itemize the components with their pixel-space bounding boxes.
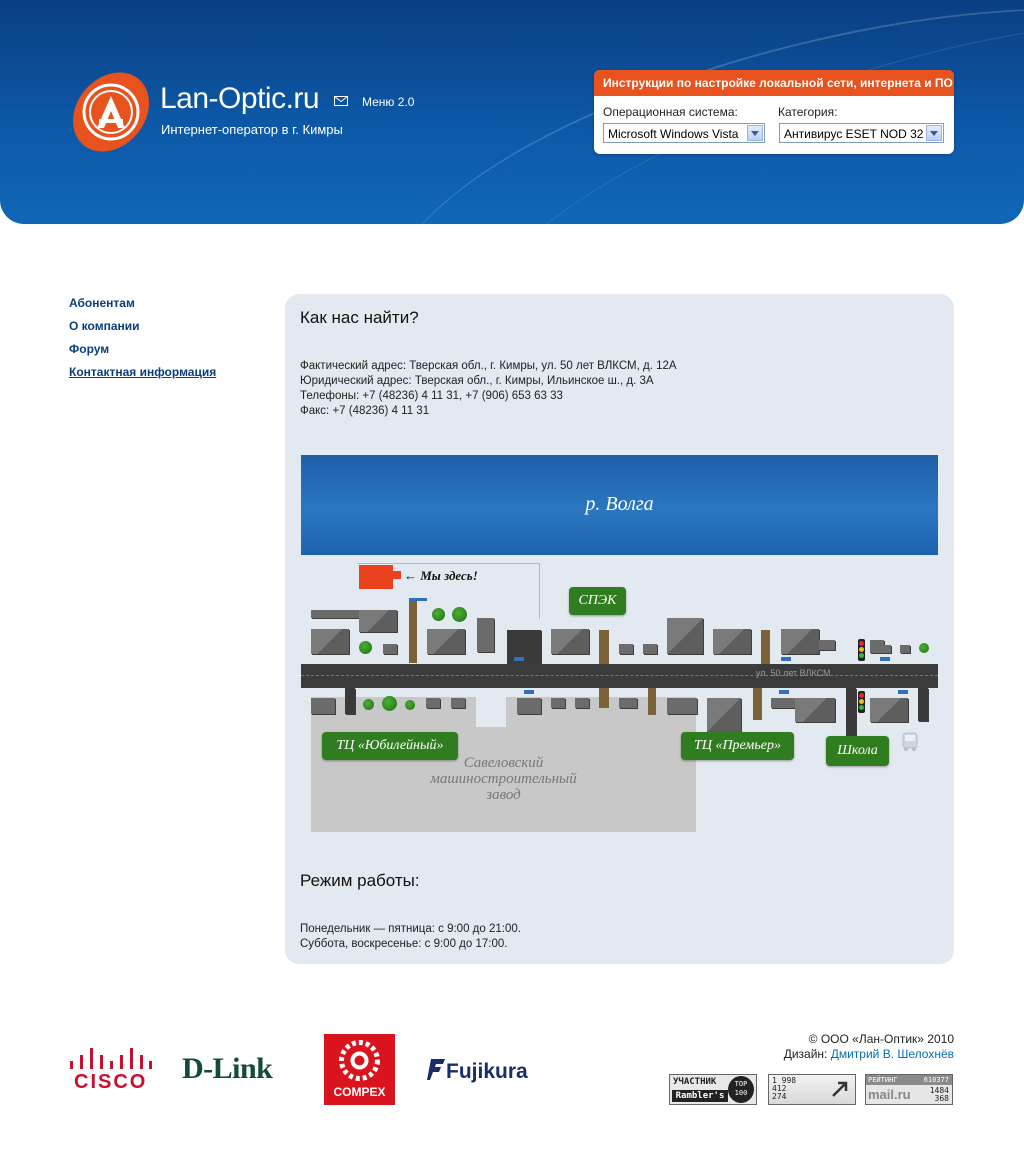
weekend-hours: Суббота, воскресенье: с 9:00 до 17:00. — [300, 938, 508, 950]
building — [426, 698, 440, 708]
building — [667, 618, 703, 654]
page-title: Как нас найти? — [300, 308, 419, 327]
factory-label — [311, 755, 696, 803]
dlink-logo[interactable]: D-Link — [182, 1052, 273, 1085]
building — [311, 629, 349, 654]
nav-item-about[interactable]: О компании — [69, 319, 140, 333]
hours-block — [300, 922, 521, 952]
counter-value: 412 — [772, 1084, 787, 1093]
bus-stop-marker — [781, 657, 791, 661]
building — [781, 629, 819, 654]
building-yubileyny — [311, 698, 335, 714]
building — [819, 640, 835, 650]
address-block — [300, 359, 677, 419]
building-school — [870, 698, 908, 722]
tree — [405, 700, 415, 710]
site-tagline: Интернет-оператор в г. Кимры — [161, 122, 343, 137]
rambler-line1: УЧАСТНИК — [673, 1077, 717, 1087]
counter-value: 274 — [772, 1092, 787, 1101]
building — [507, 630, 541, 664]
factory-label-line: завод — [486, 787, 521, 803]
river-label: р. Волга — [585, 493, 654, 515]
building — [795, 698, 835, 722]
footpath — [599, 630, 609, 664]
counter-value: 1484 — [929, 1086, 949, 1095]
building — [643, 644, 657, 654]
building-spek — [551, 629, 589, 654]
building — [707, 698, 741, 732]
arrow-icon — [831, 1080, 849, 1098]
bus-stop-marker — [524, 690, 534, 694]
entrance-marker — [409, 598, 427, 601]
instructions-title: Инструкции по настройке локальной сети, интернета и ПО — [594, 70, 954, 96]
building — [477, 618, 494, 652]
os-select[interactable] — [603, 123, 765, 143]
footer-credits — [784, 1032, 954, 1062]
tree — [363, 699, 374, 710]
street-label: ул. 50 лет ВЛКСМ — [756, 668, 831, 678]
factory-label-line: Савеловский — [463, 755, 544, 771]
bus-stop-marker — [880, 657, 890, 661]
building — [575, 698, 589, 708]
river-volga — [301, 455, 938, 555]
tag-school: Школа — [826, 736, 889, 766]
chevron-down-icon[interactable] — [926, 125, 942, 141]
building — [713, 629, 751, 654]
copyright: © ООО «Лан-Оптик» 2010 — [808, 1032, 954, 1046]
category-label: Категория: — [778, 105, 838, 119]
instructions-widget — [594, 70, 954, 154]
bus-stop-marker — [779, 690, 789, 694]
building-premier — [667, 698, 697, 714]
tag-yubileyny: ТЦ «Юбилейный» — [322, 732, 458, 760]
footpath — [599, 688, 609, 708]
factory-label-line: машиностроительный — [430, 771, 577, 787]
bus-icon — [902, 732, 918, 752]
building — [846, 688, 856, 738]
bus-stop-marker — [514, 657, 524, 661]
counter-value: 368 — [934, 1094, 949, 1103]
design-label: Дизайн: — [783, 1047, 828, 1061]
rambler-top100-counter[interactable] — [669, 1074, 757, 1105]
chevron-down-icon[interactable] — [747, 125, 763, 141]
category-select-value: Антивирус ESET NOD 32 — [784, 127, 924, 141]
mail-icon[interactable] — [334, 96, 348, 106]
design-credit — [784, 1047, 954, 1062]
rambler-line2: Rambler's — [672, 1090, 728, 1102]
os-label: Операционная система: — [603, 105, 738, 119]
site-name[interactable]: Lan-Optic.ru — [160, 82, 320, 115]
cisco-logo-icon[interactable] — [69, 1048, 153, 1070]
tag-spek: СПЭК — [569, 587, 626, 615]
nav-item-forum[interactable]: Форум — [69, 342, 110, 356]
footpath — [648, 688, 656, 715]
building — [551, 698, 565, 708]
traffic-light-icon — [858, 639, 865, 661]
compex-logo-text: COMPEX — [333, 1085, 386, 1099]
road-marking — [301, 675, 938, 676]
lan-optic-logo-icon[interactable] — [70, 70, 152, 154]
location-map — [301, 455, 938, 835]
fujikura-logo-text[interactable]: Fujikura — [446, 1060, 528, 1083]
weekday-hours: Понедельник — пятница: с 9:00 до 21:00. — [300, 923, 521, 935]
footpath — [409, 601, 417, 663]
liveinternet-values — [772, 1077, 796, 1101]
street-road — [301, 664, 938, 688]
nav-item-subscribers[interactable]: Абонентам — [69, 296, 135, 310]
tree — [432, 608, 445, 621]
building — [771, 698, 795, 708]
mailru-rating-counter[interactable] — [865, 1074, 953, 1105]
building — [517, 698, 541, 714]
office-marker — [359, 565, 393, 589]
building — [619, 644, 633, 654]
compex-sun-icon — [339, 1040, 380, 1081]
phones: Телефоны: +7 (48236) 4 11 31, +7 (906) 653 63 33 — [300, 390, 563, 402]
category-select[interactable] — [779, 123, 944, 143]
factory-cutout — [476, 697, 506, 727]
bus-stop-marker — [898, 690, 908, 694]
mailru-values — [930, 1087, 949, 1103]
tree — [919, 643, 929, 653]
main-nav — [69, 292, 216, 384]
traffic-light-icon — [858, 691, 865, 713]
legal-address: Юридический адрес: Тверская обл., г. Кимры, Ильинское ш., д. 3А — [300, 375, 654, 387]
building — [900, 645, 910, 653]
tag-premier: ТЦ «Премьер» — [681, 732, 794, 760]
mailru-brand: mail.ru — [868, 1087, 911, 1102]
tree — [382, 696, 397, 711]
building — [918, 688, 928, 721]
building — [619, 698, 637, 708]
actual-address: Фактический адрес: Тверская обл., г. Кимры, ул. 50 лет ВЛКСМ, д. 12А — [300, 360, 677, 372]
we-are-here-label: ← Мы здесь! — [404, 568, 478, 583]
menu-version-link[interactable]: Меню 2.0 — [362, 95, 415, 109]
compex-logo[interactable] — [324, 1034, 395, 1105]
mailru-label: РЕЙТИНГ — [868, 1076, 898, 1084]
building — [451, 698, 465, 708]
designer-link[interactable]: Дмитрий В. Шелохнёв — [830, 1047, 954, 1061]
building — [359, 610, 397, 632]
footpath — [753, 688, 762, 720]
os-select-value: Microsoft Windows Vista — [608, 127, 739, 141]
tree — [359, 641, 372, 654]
building — [881, 645, 891, 653]
building — [427, 629, 465, 654]
counter-value: 1 998 — [772, 1076, 797, 1085]
hours-title: Режим работы: — [300, 871, 420, 890]
liveinternet-counter[interactable] — [768, 1074, 856, 1105]
nav-item-contacts[interactable]: Контактная информация — [69, 365, 217, 379]
mailru-total: 610377 — [923, 1076, 949, 1084]
footpath — [761, 630, 770, 664]
tree — [452, 607, 467, 622]
rambler-badge: TOP 100 — [728, 1076, 754, 1103]
building — [345, 688, 355, 714]
fujikura-logo-icon[interactable] — [427, 1057, 445, 1081]
building — [383, 644, 397, 654]
fax: Факс: +7 (48236) 4 11 31 — [300, 405, 430, 417]
cisco-logo-text[interactable]: CISCO — [74, 1071, 148, 1093]
